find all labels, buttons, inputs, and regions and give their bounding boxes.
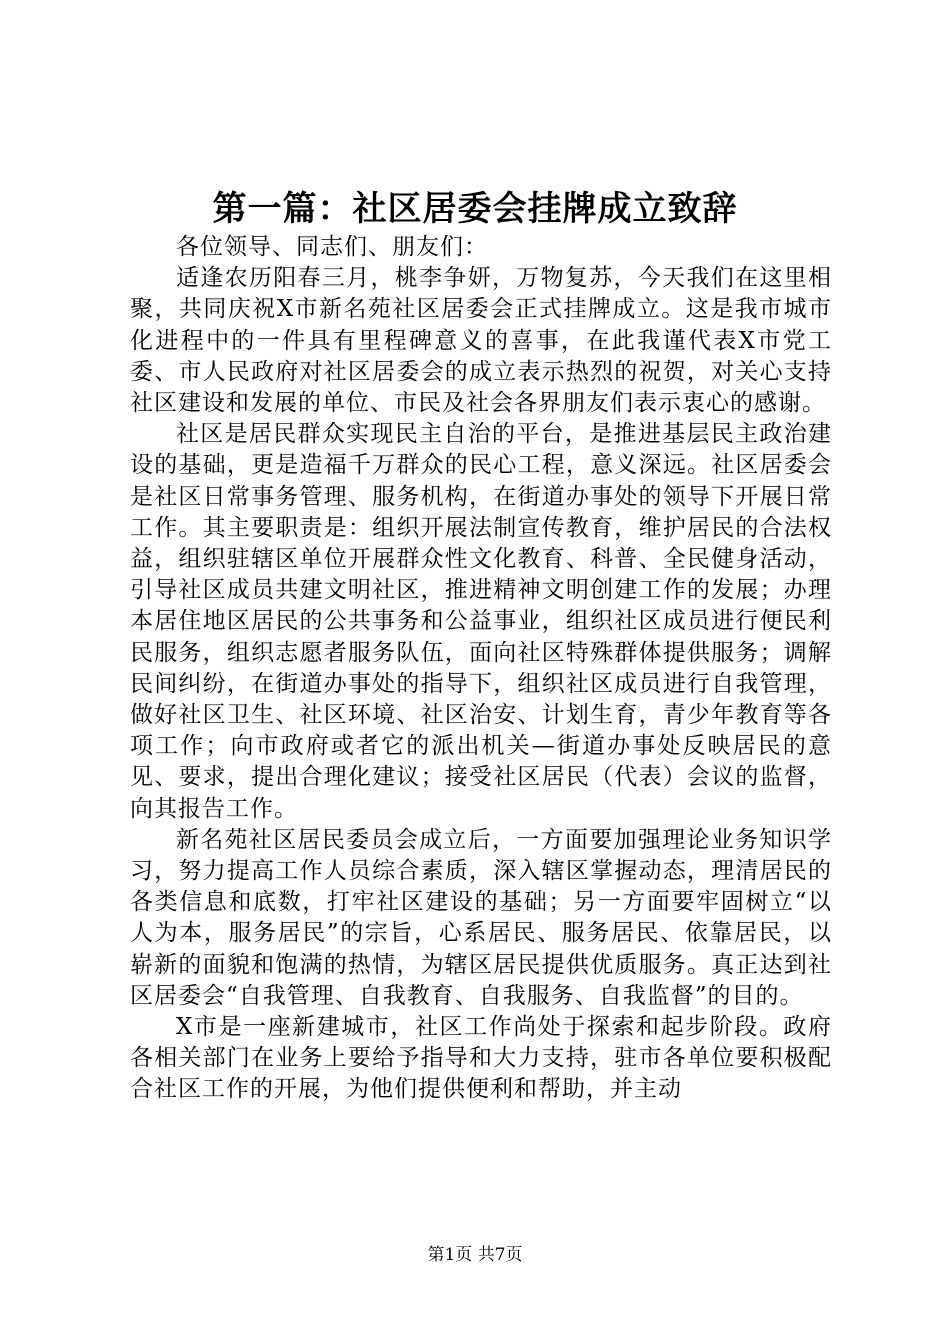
salutation: 各位领导、同志们、朋友们： <box>176 234 488 260</box>
paragraph-2: 社区是居民群众实现民主自治的平台，是推进基层民主政治建设的基础，更是造福千万群众的民心工程，意义深远。社区居委会是社区日常事务管理、服务机构，在街道办事处的领导下开展日常工作。其主要职责是：组织开展法制宣传教育，维护居民的合法权益，组织驻辖区单位开展群众性文化教育、科普、全民健身活动，引导社区成员共建文明社区，推进精神文明创建工作的发展；办理本居住地区居民的公共事务和公益事业，组织社区成员进行便民利民服务，组织志愿者服务队伍，面向社区特殊群体提供服务；调解民间纠纷，在街道办事处的指导下，组织社区成员进行自我管理，做好社区卫生、社区环境、社区治安、计划生育，青少年教育等各项工作；向市政府或者它的派出机关—街道办事处反映居民的意见、要求，提出合理化建议；接受社区居民（代表）会议的监督，向其报告工作。 <box>130 421 832 822</box>
document-body <box>130 232 832 1106</box>
document-title: 第一篇：社区居委会挂牌成立致辞 <box>212 189 738 229</box>
paragraph-3: 新名苑社区居民委员会成立后，一方面要加强理论业务知识学习，努力提高工作人员综合素质，深入辖区掌握动态，理清居民的各类信息和底数，打牢社区建设的基础；另一方面要牢固树立“以人为本，服务居民”的宗旨，心系居民、服务居民、依靠居民，以崭新的面貌和饱满的热情，为辖区居民提供优质服务。真正达到社区居委会“自我管理、自我教育、自我服务、自我监督”的目的。 <box>130 826 832 1009</box>
page-number-footer: 第1页 共7页 <box>427 1245 523 1265</box>
paragraph-1: 适逢农历阳春三月，桃李争妍，万物复苏，今天我们在这里相聚，共同庆祝X市新名苑社区居委会正式挂牌成立。这是我市城市化进程中的一件具有里程碑意义的喜事，在此我谨代表X市党工委、市人民政府对社区居委会的成立表示热烈的祝贺，对关心支持社区建设和发展的单位、市民及社会各界朋友们表示衷心的感谢。 <box>130 265 832 417</box>
paragraph-4: X市是一座新建城市，社区工作尚处于探索和起步阶段。政府各相关部门在业务上要给予指导和大力支持，驻市各单位要积极配合社区工作的开展，为他们提供便利和帮助，并主动 <box>130 1014 832 1103</box>
